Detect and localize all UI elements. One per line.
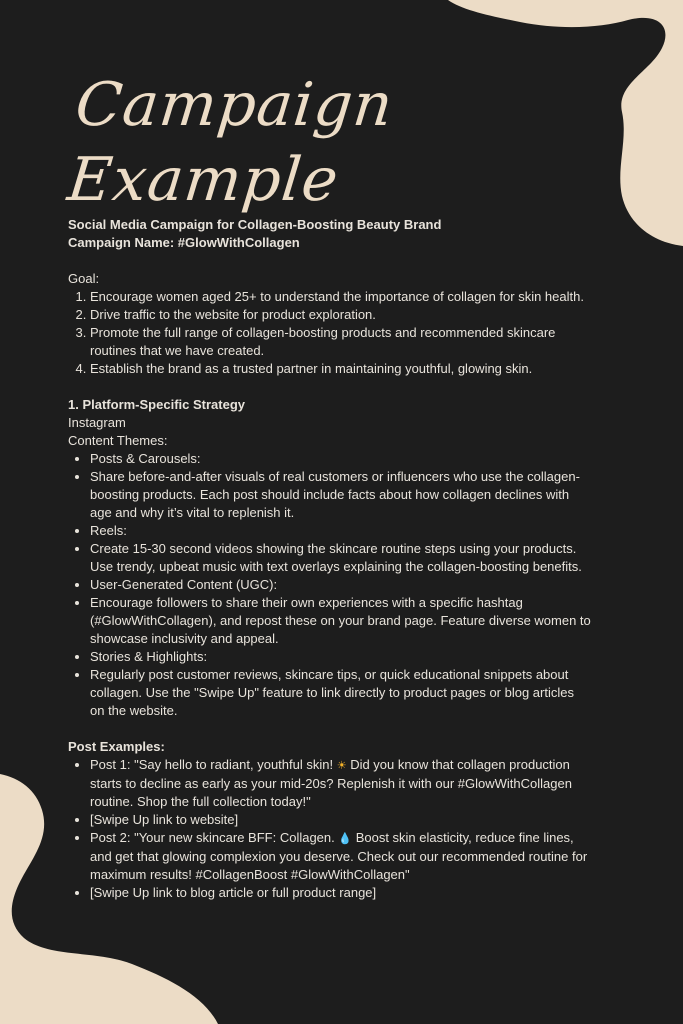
strategy-heading: 1. Platform-Specific Strategy	[68, 397, 245, 412]
campaign-content	[68, 216, 592, 902]
list-item: • Stories & Highlights:	[90, 648, 592, 666]
list-item: 3. Promote the full range of collagen-boosting products and recommended skincare routines that we have created.	[90, 324, 592, 360]
post1-text-a: Post 1: "Say hello to radiant, youthful skin!	[90, 757, 337, 772]
themes-list	[68, 450, 592, 720]
post1-text-b: Did you know that collagen production starts to decline as early as your mid-20s? Replenish it with our #GlowWithCollagen routine. Shop the full collection today!"	[90, 757, 572, 809]
list-item: • Posts & Carousels:	[90, 450, 592, 468]
list-item	[90, 829, 592, 884]
platform-label: Instagram	[68, 415, 126, 430]
examples-heading: Post Examples:	[68, 739, 165, 754]
themes-label: Content Themes:	[68, 433, 168, 448]
list-item: • Reels:	[90, 522, 592, 540]
list-item: • User-Generated Content (UGC):	[90, 576, 592, 594]
goal-label: Goal:	[68, 271, 100, 286]
list-item: 1. Encourage women aged 25+ to understand the importance of collagen for skin health.	[90, 288, 592, 306]
list-item: • Regularly post customer reviews, skincare tips, or quick educational snippets about collagen. Use the "Swipe Up" feature to link directly to product pages or blog articles on the website.	[90, 666, 592, 720]
list-item: 2. Drive traffic to the website for product exploration.	[90, 306, 592, 324]
list-item: • Encourage followers to share their own experiences with a specific hashtag (#GlowWithCollagen), and repost these on your brand page. Feature diverse women to showcase inclusivity and appeal.	[90, 594, 592, 648]
list-item: • Create 15-30 second videos showing the skincare routine steps using your products. Use trendy, upbeat music with text overlays explaining the collagen-boosting benefits.	[90, 540, 592, 576]
campaign-heading: Social Media Campaign for Collagen-Boosting Beauty Brand	[68, 217, 442, 232]
page-title: Campaign Example	[64, 70, 397, 215]
campaign-name: Campaign Name: #GlowWithCollagen	[68, 235, 300, 250]
sun-icon: ☀	[336, 760, 347, 772]
list-item: 4. Establish the brand as a trusted partner in maintaining youthful, glowing skin.	[90, 360, 592, 378]
list-item: • [Swipe Up link to website]	[90, 811, 592, 829]
post2-text-b: Boost skin elasticity, reduce fine lines, and get that glowing complexion you deserve. Check out our recommended routine for maximum results! #CollagenBoost #GlowWithCollagen"	[90, 830, 588, 882]
list-item: • [Swipe Up link to blog article or full product range]	[90, 884, 592, 902]
list-item	[90, 756, 592, 811]
post2-text-a: Post 2: "Your new skincare BFF: Collagen.	[90, 830, 339, 845]
examples-list	[68, 756, 592, 902]
goal-list	[68, 288, 592, 378]
list-item: • Share before-and-after visuals of real customers or influencers who use the collagen-boosting products. Each post should include facts about how collagen declines with age and why it’s vital to replenish it.	[90, 468, 592, 522]
droplet-icon: 💧	[338, 833, 353, 845]
